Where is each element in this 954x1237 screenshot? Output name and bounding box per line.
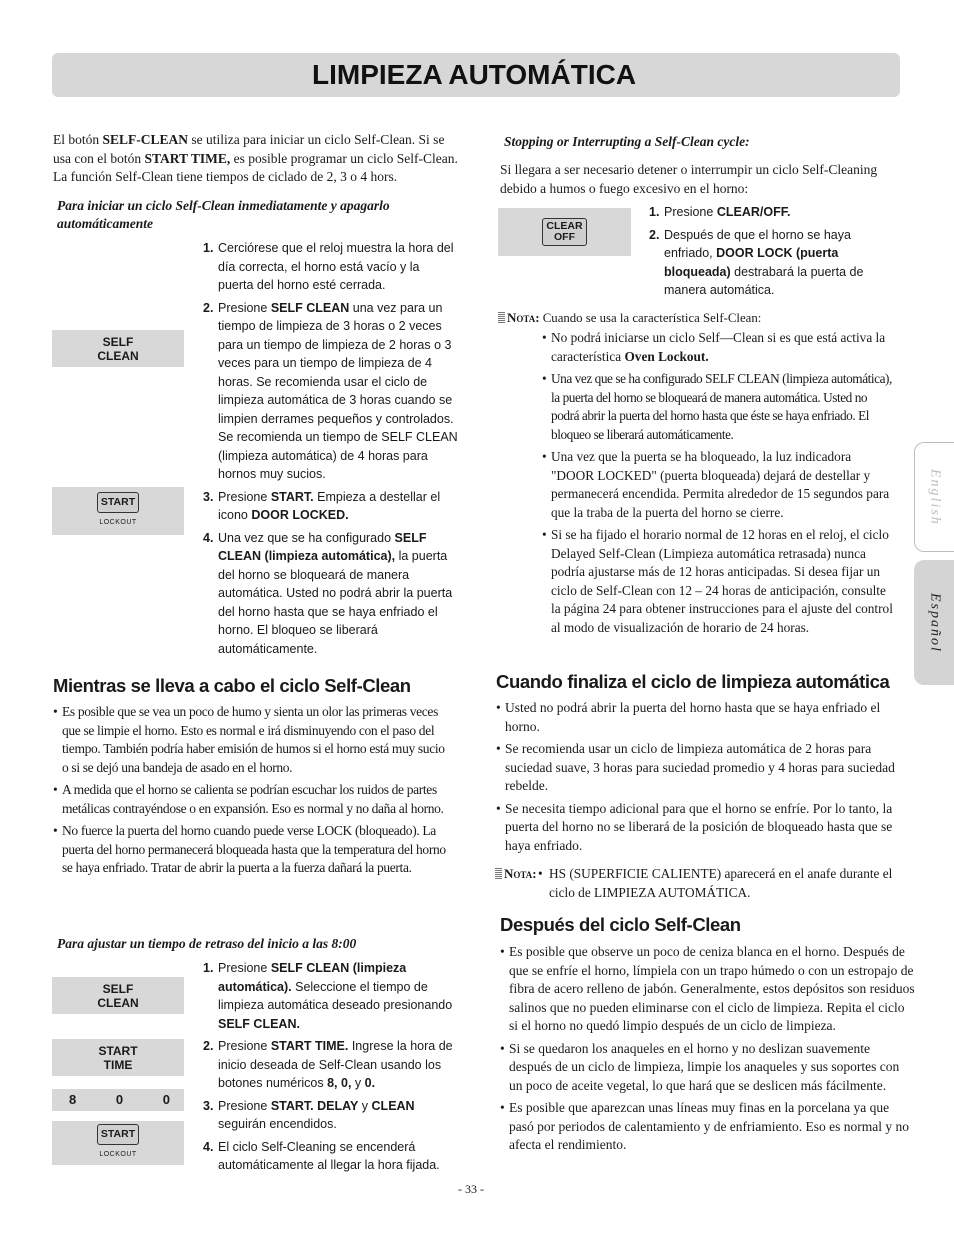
start-key [97, 492, 139, 513]
step-text: Empieza a destellar el icono [218, 489, 441, 522]
list-item: • Si se ha fijado el horario normal de 12 horas en el reloj, el ciclo Delayed Self-Clean (Limpieza automática retrasada) nunca podría ajustarse más de 12 horas anticipadas. Si desea fijar un ciclo de Self-Clean con 12 – 24 horas de anticipación, consulte la página 24 para obtener instrucciones para el ajuste del control al modo de visualización de horario de 24 horas. [542, 526, 897, 637]
intro-text: El botón [53, 132, 103, 147]
step-text: Presione [664, 205, 717, 219]
step-bold: CLEAR/OFF. [716, 205, 791, 219]
button-label: START [100, 496, 136, 508]
button-label: CLEAN [97, 995, 139, 1010]
nota-text: Cuando se usa la característica Self-Clean: [539, 311, 762, 325]
list-item: 1. Presione CLEAR/OFF. [649, 205, 791, 219]
list-item: 2. Después de que el horno se haya enfriado, DOOR LOCK (puerta bloqueada) destrabará la puerta de manera automática. [649, 227, 864, 297]
start-time-button[interactable] [52, 1039, 184, 1076]
clear-off-button[interactable] [498, 208, 631, 256]
step-bold: START TIME. [270, 1039, 349, 1053]
step-text: Presione [218, 300, 271, 315]
list-item: • Se recomienda usar un ciclo de limpieza automática de 2 horas para suciedad suave, 3 horas para suciedad promedio y 4 horas para suciedad rebelde. [496, 740, 916, 796]
self-clean-button[interactable] [52, 977, 184, 1014]
tab-espanol[interactable] [914, 560, 954, 685]
list-item: • Una vez que se ha configurado SELF CLEAN (limpieza automática), la puerta del horno se bloqueará de manera automática. Usted no podrá abrir la puerta del horno hasta que éste se haya enfriado. El bloqueo se liberará automáticamente. [542, 370, 897, 444]
button-label: SELF [102, 334, 134, 349]
intro-text: es posible programar un ciclo Self-Clean. La función Self-Clean tiene tiempos de ciclado de 2, 3 o 4 hors. [53, 150, 458, 184]
list-item: 4. El ciclo Self-Cleaning se encenderá automáticamente al llegar la hora fijada. [203, 1139, 440, 1172]
list-item: 4. Una vez que se ha configurado SELF CLEAN (limpieza automática), la puerta del horno se bloqueará de manera automática. Usted no podrá abrir la puerta del horno hasta que se haya enfriado el horno. El bloqueo se liberará automáticamente. [203, 530, 453, 656]
list-item: 2. Presione SELF CLEAN una vez para un tiempo de limpieza de 3 horas o 2 veces para un tiempo de limpieza de 2 horas o 3 veces para un tiempo de limpieza de 4 horas. Se recomienda usar el ciclo de limpieza automática de 3 horas cuando se limpien derrames pequeños y controlados. Se recomienda un tiempo de SELF CLEAN (limpieza automática) de 4 horas para hornos muy sucios. [203, 300, 458, 481]
self-clean-button[interactable] [52, 330, 184, 367]
step-bold: DOOR LOCKED. [251, 508, 349, 522]
lockout-label: LOCKOUT [99, 519, 137, 526]
nota-bold: Oven Lockout. [624, 348, 709, 364]
step-text: Ingrese la hora de inicio deseada de Self-Clean usando los botones numéricos [218, 1039, 453, 1090]
start-lockout-button[interactable] [52, 487, 184, 535]
step-text: El ciclo Self-Cleaning se encenderá automáticamente al llegar la hora fijada. [218, 1139, 440, 1172]
stopping-steps [649, 203, 889, 304]
intro-text: se utiliza para iniciar un ciclo Self-Clean. Si se usa con el botón [53, 132, 445, 166]
list-item: • Es posible que se vea un poco de humo y sienta un olor las primeras veces que se limpie el horno. Esto es normal e irá disminuyendo con el paso del tiempo. También podría haber emisión de humos si el horno está muy sucio o si se dejó una bandeja de asado en el horno. [53, 703, 453, 777]
number-8-button[interactable]: 8 [69, 1092, 77, 1107]
intro-paragraph [53, 131, 458, 187]
list-item: 2. Presione START TIME. Ingrese la hora de inicio deseada de Self-Clean usando los botones numéricos 8, 0, y 0. [203, 1039, 453, 1090]
nota2-item: • HS (SUPERFICIE CALIENTE) aparecerá en el anafe durante el ciclo de LIMPIEZA AUTOMÁTICA. [538, 866, 893, 900]
after-heading: Después del ciclo Self-Clean [500, 914, 741, 935]
delay-steps [203, 959, 458, 1179]
tab-label: English [927, 468, 943, 526]
step-text: y [351, 1076, 365, 1090]
start-steps [203, 239, 458, 662]
list-item: • Usted no podrá abrir la puerta del horno hasta que se haya enfriado el horno. [496, 699, 916, 736]
step-text: Presione [218, 489, 271, 504]
start-lockout-button[interactable] [52, 1121, 184, 1165]
nota-text: No podrá iniciarse un ciclo Self—Clean si es que está activa la característica [551, 330, 886, 364]
step-bold: SELF CLEAN [270, 300, 350, 315]
note-icon [498, 312, 505, 323]
step-bold: 0. [364, 1076, 376, 1090]
clear-off-key [542, 218, 586, 246]
step-text: la puerta del horno se bloqueará de manera automática. Usted no podrá abrir la puerta del horno hasta que se haya enfriado el horno. El bloqueo se liberará automáticamente. [218, 549, 453, 656]
during-list [53, 703, 453, 882]
step-bold: 8, 0, [327, 1076, 352, 1090]
button-label: CLEAR [546, 220, 583, 232]
step-text: Una vez que se ha configurado [218, 530, 395, 545]
list-item: 1. Presione SELF CLEAN (limpieza automática). Seleccione el tiempo de limpieza automática deseado presionando SELF CLEAN. [203, 961, 453, 1031]
step-text: Presione [218, 1098, 271, 1113]
button-label: TIME [103, 1057, 133, 1072]
list-item: • Se necesita tiempo adicional para que el horno se enfríe. Por lo tanto, la puerta del horno no se liberará de la posición de bloqueado hasta que se haya enfriado. [496, 800, 916, 856]
button-label: START [98, 1043, 138, 1058]
after-list [500, 943, 915, 1159]
finish-list [496, 699, 916, 859]
stopping-heading: Stopping or Interrupting a Self-Clean cycle: [504, 134, 750, 149]
page-number: - 33 - [458, 1182, 484, 1196]
step-text: Cerciórese que el reloj muestra la hora del día correcta, el horno está vacío y la puerta del horno esté cerrada. [218, 241, 454, 292]
number-0-button[interactable]: 0 [162, 1092, 170, 1107]
nota-label: Nota: [507, 310, 540, 325]
list-item: • Es posible que aparezcan unas líneas muy finas en la porcelana ya que pasó por periodos de calentamiento y de enfriamiento. Eso es normal y no afecta el rendimiento. [500, 1099, 915, 1155]
button-label: SELF [102, 981, 134, 996]
finish-heading: Cuando finaliza el ciclo de limpieza automática [496, 671, 890, 692]
step-text: seguirán encendidos. [218, 1117, 337, 1131]
step-text: Presione [218, 1039, 271, 1053]
step-bold: SELF CLEAN (limpieza automática), [218, 530, 427, 563]
note-icon [495, 868, 502, 879]
nota1-list [542, 329, 897, 641]
step-bold: SELF CLEAN. [218, 1016, 300, 1031]
list-item: 3. Presione START. DELAY y CLEAN seguirán encendidos. [203, 1098, 415, 1131]
tab-label: Español [927, 592, 943, 653]
stopping-paragraph: Si llegara a ser necesario detener o interrumpir un ciclo Self-Cleaning debido a humos o fuego excesivo en el horno: [500, 162, 878, 196]
step-text: Presione [218, 961, 271, 975]
step-text: Después de que el horno se haya enfriado, [664, 227, 851, 260]
delay-section-heading: Para ajustar un tiempo de retraso del inicio a las 8:00 [57, 936, 357, 951]
tab-english[interactable] [914, 442, 954, 552]
list-item [542, 329, 897, 366]
step-bold: CLEAN [371, 1098, 415, 1113]
list-item: • Una vez que la puerta se ha bloqueado, la luz indicadora "DOOR LOCKED" (puerta bloqueada) dejará de destellar y permanecerá encendida. Permita alrededor de 15 segundos para que la traba de la puerta del horno se cierre. [542, 448, 897, 522]
page-title: LIMPIEZA AUTOMÁTICA [52, 53, 900, 97]
step-text: Seleccione el tiempo de limpieza automática deseado presionando [218, 979, 453, 1012]
step-text: destrabará la puerta de manera automática. [664, 264, 864, 297]
button-label: START [100, 1128, 136, 1140]
start-key [97, 1124, 139, 1145]
nota-label: Nota: [504, 866, 537, 881]
step-bold: SELF CLEAN (limpieza automática). [218, 961, 407, 994]
lockout-label: LOCKOUT [99, 1151, 137, 1158]
during-heading: Mientras se lleva a cabo el ciclo Self-Clean [53, 675, 411, 696]
step-text: y [358, 1098, 372, 1113]
list-item: • A medida que el horno se calienta se podrían escuchar los ruidos de partes metálicas contrayéndose o en expansión. Eso es normal y no daña al horno. [53, 781, 453, 818]
nota2 [495, 865, 905, 900]
start-section-heading: Para iniciar un ciclo Self-Clean inmediatamente y apagarlo automáticamente [57, 198, 390, 231]
nota-text: HS (SUPERFICIE CALIENTE) aparecerá en el anafe durante el ciclo de LIMPIEZA AUTOMÁTICA. [549, 866, 893, 900]
nota-lead [498, 309, 908, 328]
number-keys [52, 1089, 184, 1111]
list-item: • Si se quedaron los anaqueles en el horno y no deslizan suavemente después de un ciclo de limpieza, limpie los anaqueles y sus soportes con un poco de aceite vegetal, lo que hará que se deslicen más fácilmente. [500, 1040, 915, 1096]
list-item: 1. Cerciórese que el reloj muestra la hora del día correcta, el horno está vacío y la puerta del horno esté cerrada. [203, 241, 454, 292]
step-bold: START. DELAY [270, 1098, 359, 1113]
intro-bold: START TIME, [144, 150, 231, 166]
step-text: una vez para un tiempo de limpieza de 3 horas o 2 veces para un tiempo de limpieza de 2 horas o 3 veces para un tiempo de limpieza de 4 horas. Se recomienda usar el ciclo de limpieza automática de 3 horas cuando se limpien derrames pequeños y controlados. Se recomienda un tiempo de SELF CLEAN (limpieza automática) de 4 horas para hornos muy sucios. [218, 300, 458, 481]
list-item: 3. Presione START. Empieza a destellar el icono DOOR LOCKED. [203, 489, 441, 522]
list-item: • No fuerce la puerta del horno cuando puede verse LOCK (bloqueado). La puerta del horno permanecerá bloqueada hasta que la temperatura del horno se haya enfriado. Tratar de abrir la puerta a la fuerza dañará la puerta. [53, 822, 453, 878]
number-0-button[interactable]: 0 [115, 1092, 124, 1107]
intro-bold: SELF-CLEAN [102, 132, 189, 147]
button-label: OFF [553, 231, 575, 243]
button-label: CLEAN [97, 348, 139, 363]
step-bold: DOOR LOCK (puerta bloqueada) [664, 246, 839, 279]
step-bold: START. [270, 489, 314, 504]
list-item: • Es posible que observe un poco de ceniza blanca en el horno. Después de que se enfríe el horno, límpiela con un trapo húmedo o con un estropajo de fibra de acero relleno de jabón. Generalmente, estos depósitos son residuos salinos que no pueden eliminarse con el ciclo de limpieza. Repita el ciclo si el horno no quedó limpio después de un ciclo de limpieza. [500, 943, 915, 1036]
